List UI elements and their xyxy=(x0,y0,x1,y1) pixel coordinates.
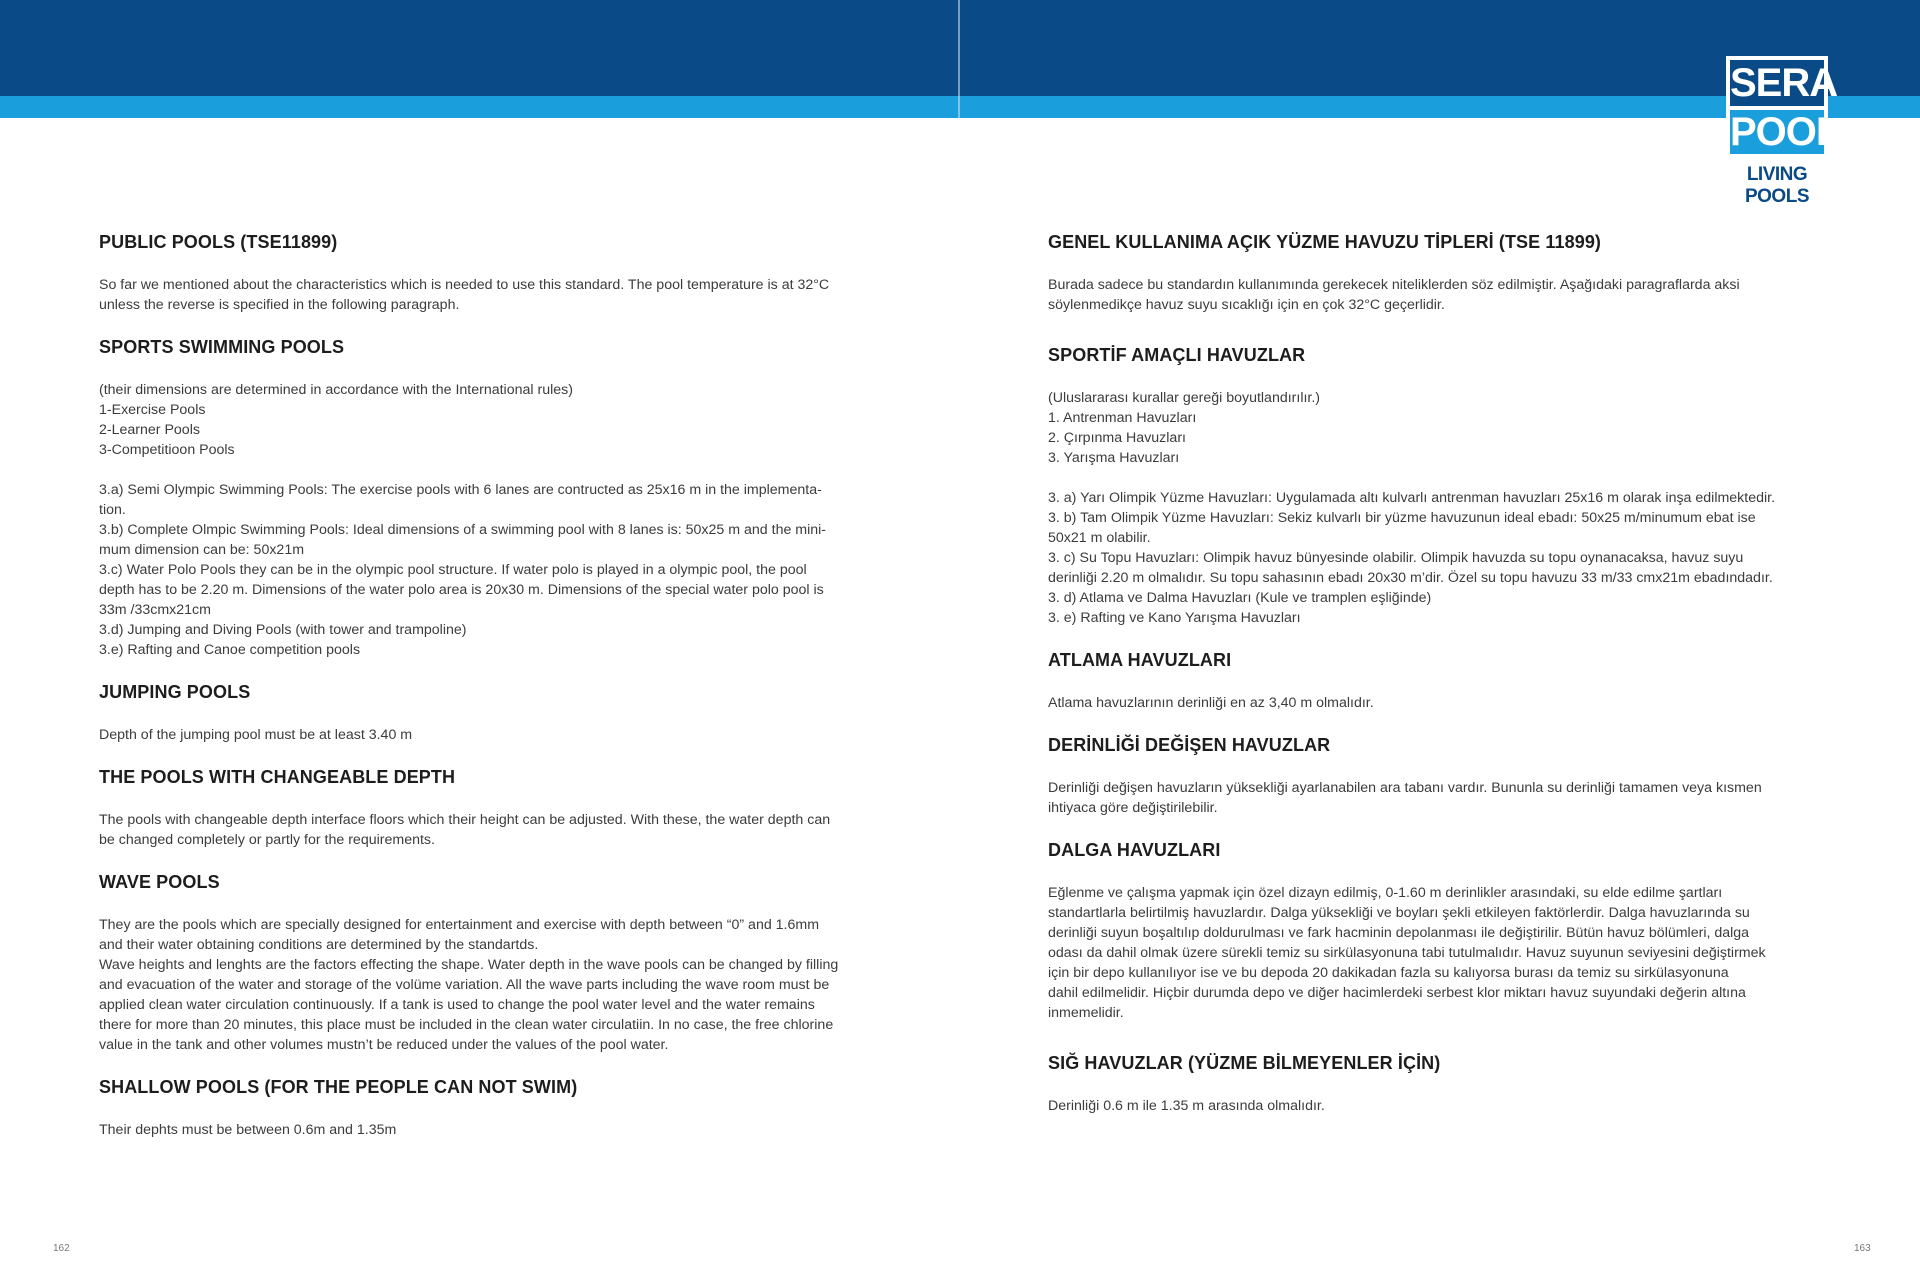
sera-pool-logo xyxy=(1726,56,1840,208)
section-heading: SPORTİF AMAÇLI HAVUZLAR xyxy=(1048,345,1306,365)
section-body: Burada sadece bu standardın kullanımında gerekecek niteliklerden söz edilmiştir. Aşağıdaki paragraflarda aksi söylenmedikçe havuz suyu sıcaklığı için en çok 32°C geçerlidir. xyxy=(1048,277,1740,313)
section-heading: DERİNLİĞİ DEĞİŞEN HAVUZLAR xyxy=(1048,735,1331,755)
section-body: Atlama havuzlarının derinliği en az 3,40 m olmalıdır. xyxy=(1048,695,1374,711)
section-body: So far we mentioned about the characteristics which is needed to use this standard. The pool temperature is at 32°C unless the reverse is specified in the following paragraph. xyxy=(99,277,830,313)
section-heading: SIĞ HAVUZLAR (YÜZME BİLMEYENLER İÇİN) xyxy=(1048,1053,1441,1073)
header-band-light xyxy=(0,96,1920,118)
section-body: Derinliği 0.6 m ile 1.35 m arasında olmalıdır. xyxy=(1048,1098,1325,1114)
section-body: The pools with changeable depth interface floors which their height can be adjusted. With these, the water depth can be changed completely or partly for the requirements. xyxy=(99,812,831,848)
logo-pool-text: POOL xyxy=(1726,110,1828,158)
page-number-left: 162 xyxy=(53,1243,70,1254)
section-heading: WAVE POOLS xyxy=(99,872,220,892)
section-heading: SPORTS SWIMMING POOLS xyxy=(99,337,345,357)
section-heading: ATLAMA HAVUZLARI xyxy=(1048,650,1232,670)
header-band-dark xyxy=(0,0,1920,96)
section-heading: JUMPING POOLS xyxy=(99,682,251,702)
page-spine xyxy=(958,0,960,118)
section-body: They are the pools which are specially designed for entertainment and exercise with depth between “0” and 1.6mm and their water obtaining conditions are determined by the standartds. Wave heights and lenghts are the factors effecting the shape. Water depth in the wave pools can be changed by filling and evacuation of the water and storage of the volüme variation. All the wave parts including the wave room must be applied clean water circulation continuously. If a tank is used to change the pool water level and the water remains there for more than 20 minutes, this place must be included in the clean water circulatiin. In no case, the free chlorine value in the tank and other volumes mustn’t be reduced under the values of the pool water. xyxy=(99,917,839,1053)
section-heading: THE POOLS WITH CHANGEABLE DEPTH xyxy=(99,767,456,787)
section-heading: DALGA HAVUZLARI xyxy=(1048,840,1221,860)
section-body: Their dephts must be between 0.6m and 1.35m xyxy=(99,1122,397,1138)
page-number-right: 163 xyxy=(1854,1243,1871,1254)
left-page-content xyxy=(99,232,879,1140)
section-body: (Uluslararası kurallar gereği boyutlandırılır.) 1. Antrenman Havuzları 2. Çırpınma Havuzları 3. Yarışma Havuzları 3. a) Yarı Olimpik Yüzme Havuzları: Uygulamada altı kulvarlı antrenman havuzları 25x16 m olarak inşa edilmektedir. 3. b) Tam Olimpik Yüzme Havuzları: Sekiz kulvarlı bir yüzme havuzunun ideal ebadı: 50x25 m/minumum ebat ise 50x21 m olabilir. 3. c) Su Topu Havuzları: Olimpik havuz bünyesinde olabilir. Olimpik havuzda su topu oynanacaksa, havuz suyu derinliği 2.20 m olmalıdır. Su topu sahasının ebadı 20x30 m’dir. Özel su topu havuzu 33 m/33 cmx21m ebadındadır. 3. d) Atlama ve Dalma Havuzları (Kule ve tramplen eşliğinde) 3. e) Rafting ve Kano Yarışma Havuzları xyxy=(1048,390,1776,626)
section-body: (their dimensions are determined in accordance with the International rules) 1-Exercise Pools 2-Learner Pools 3-Competitioon Pools 3.a) Semi Olympic Swimming Pools: The exercise pools with 6 lanes are contructed as 25x16 m in the implementa- tion. 3.b) Complete Olmpic Swimming Pools: Ideal dimensions of a swimming pool with 8 lanes is: 50x25 m and the mini- mum dimension can be: 50x21m 3.c) Water Polo Pools they can be in the olympic pool structure. If water polo is played in a olympic pool, the pool depth has to be 2.20 m. Dimensions of the water polo area is 20x30 m. Dimensions of the special water polo pool is 33m /33cmx21cm 3.d) Jumping and Diving Pools (with tower and trampoline) 3.e) Rafting and Canoe competition pools xyxy=(99,382,827,658)
section-heading: SHALLOW POOLS (FOR THE PEOPLE CAN NOT SWIM) xyxy=(99,1077,578,1097)
section-body: Eğlenme ve çalışma yapmak için özel dizayn edilmiş, 0-1.60 m derinlikler arasındaki, su elde edilme şartları standartlarla belirtilmiş havuzlardır. Dalga yüksekliği ve boyları şekli etkileyen faktörlerdir. Dalga havuzlarında su derinliği suyun boşaltılıp doldurulması ve fark hacminin depolanması ile değiştirilir. Bütün havuz bölümleri, dalga odası da dahil olmak üzere sürekli temiz su sirkülasyonuna tabi tutulmalıdır. Havuz suyunun seviyesini değiştirmek için bir depo kullanılıyor ise ve bu depoda 20 dakikadan fazla su kalıyorsa burası da temiz su sirkülasyonuna dahil edilmelidir. Hiçbir durumda depo ve diğer hacimlerdeki serbest klor miktarı havuz suyundaki değerin altına inmemelidir. xyxy=(1048,885,1766,1021)
logo-sera-text: SERA xyxy=(1726,56,1828,110)
section-heading: PUBLIC POOLS (TSE11899) xyxy=(99,232,338,252)
section-heading: GENEL KULLANIMA AÇIK YÜZME HAVUZU TİPLERİ (TSE 11899) xyxy=(1048,232,1602,252)
section-body: Depth of the jumping pool must be at least 3.40 m xyxy=(99,727,413,743)
right-page-content xyxy=(1048,232,1828,1116)
section-body: Derinliği değişen havuzların yüksekliği ayarlanabilen ara tabanı vardır. Bununla su derinliği tamamen veya kısmen ihtiyaca göre değiştirilebilir. xyxy=(1048,780,1762,816)
logo-tagline: LIVING POOLS xyxy=(1744,164,1809,207)
